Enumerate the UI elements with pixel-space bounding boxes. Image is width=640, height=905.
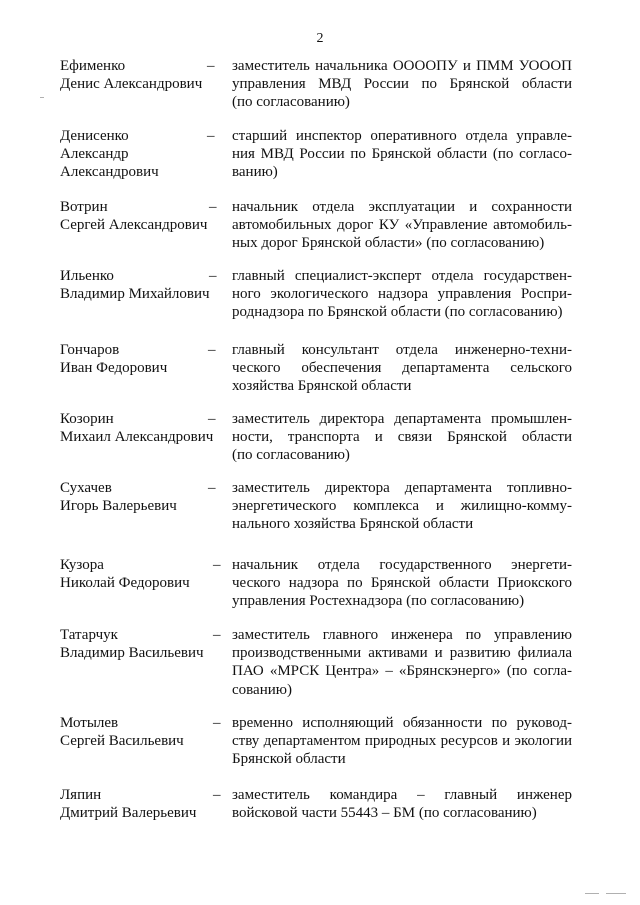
position-line: главный консультант отдела инженерно-техни- xyxy=(232,342,572,358)
position-line: ванию) xyxy=(232,164,278,181)
member-name xyxy=(60,479,220,515)
position-line: производственными активами и развитию филиала xyxy=(232,645,572,662)
member-surname: Ильенко xyxy=(60,268,114,284)
position-line: (по согласованию) xyxy=(232,447,350,464)
page-number: 2 xyxy=(316,31,324,46)
position-line: сованию) xyxy=(232,681,292,698)
member-surname: Денисенко xyxy=(60,128,129,144)
position-line: управления МВД России по Брянской области xyxy=(232,76,572,93)
member-position xyxy=(232,626,572,699)
scan-artifact xyxy=(40,97,44,98)
member-name xyxy=(60,786,220,822)
member-given-name: Владимир Михайлович xyxy=(60,286,210,303)
separator-dash: – xyxy=(213,627,221,643)
position-line: ных дорог Брянской области» (по согласованию) xyxy=(232,235,545,252)
member-surname: Ефименко xyxy=(60,58,126,74)
member-position xyxy=(232,267,572,322)
position-line: хозяйства Брянской области xyxy=(232,378,412,395)
member-position xyxy=(232,341,572,396)
member-given-name: Иван Федорович xyxy=(60,360,168,377)
member-name xyxy=(60,714,220,750)
member-name xyxy=(60,410,220,446)
position-line: старший инспектор оперативного отдела управле- xyxy=(232,128,572,144)
position-line: ного экологического надзора управления Роспри- xyxy=(232,286,572,303)
member-surname: Сухачев xyxy=(60,480,112,496)
separator-dash: – xyxy=(207,128,215,144)
member-surname: Кузора xyxy=(60,557,104,573)
position-line: ческого надзора по Брянской области Приокского xyxy=(232,575,572,592)
member-position xyxy=(232,556,572,611)
member-position xyxy=(232,127,572,182)
member-given-name: Денис Александрович xyxy=(60,76,203,93)
position-line: ству департаментом природных ресурсов и экологии xyxy=(232,733,572,750)
position-line: энергетического комплекса и жилищно-комму- xyxy=(232,498,572,515)
position-line: заместитель директора департамента промышлен- xyxy=(232,411,572,427)
member-given-name: Дмитрий Валерьевич xyxy=(60,805,197,822)
separator-dash: – xyxy=(207,58,215,74)
position-line: заместитель главного инженера по управлению xyxy=(232,627,572,643)
scan-artifact xyxy=(585,893,599,894)
member-name xyxy=(60,341,220,377)
position-line: главный специалист-эксперт отдела государствен- xyxy=(232,268,572,284)
member-position xyxy=(232,479,572,534)
position-line: (по согласованию) xyxy=(232,94,350,111)
member-position xyxy=(232,57,572,112)
separator-dash: – xyxy=(209,268,217,284)
member-name xyxy=(60,198,220,234)
position-line: ПАО «МРСК Центра» – «Брянскэнерго» (по согла- xyxy=(232,663,572,680)
separator-dash: – xyxy=(208,342,216,358)
member-given-name: Александрович xyxy=(60,164,159,181)
separator-dash: – xyxy=(213,787,221,803)
member-surname: Козорин xyxy=(60,411,114,427)
member-name xyxy=(60,127,220,182)
position-line: роднадзора по Брянской области (по согласованию) xyxy=(232,304,563,321)
position-line: ческого обеспечения департамента сельского xyxy=(232,360,572,377)
position-line: войсковой части 55443 – БМ (по согласованию) xyxy=(232,805,537,822)
separator-dash: – xyxy=(209,199,217,215)
member-surname: Вотрин xyxy=(60,199,108,215)
member-given-name: Михаил Александрович xyxy=(60,429,214,446)
member-given-name: Сергей Васильевич xyxy=(60,733,184,750)
separator-dash: – xyxy=(213,715,221,731)
member-position xyxy=(232,410,572,465)
scan-artifact xyxy=(606,893,626,894)
member-position xyxy=(232,198,572,253)
member-given-name: Игорь Валерьевич xyxy=(60,498,177,515)
position-line: ности, транспорта и связи Брянской области xyxy=(232,429,572,446)
member-given-name: Николай Федорович xyxy=(60,575,190,592)
member-surname: Гончаров xyxy=(60,342,120,358)
member-given-name: Сергей Александрович xyxy=(60,217,208,234)
position-line: заместитель начальника ОООOПУ и ПММ УОООП xyxy=(232,58,572,74)
position-line: Брянской области xyxy=(232,751,346,768)
member-position xyxy=(232,786,572,822)
member-surname: Татарчук xyxy=(60,627,118,643)
position-line: автомобильных дорог КУ «Управление автомобиль- xyxy=(232,217,572,234)
member-name xyxy=(60,57,220,93)
member-name xyxy=(60,556,220,592)
separator-dash: – xyxy=(213,557,221,573)
member-name xyxy=(60,626,220,662)
member-surname: Ляпин xyxy=(60,787,102,803)
member-surname: Мотылев xyxy=(60,715,119,731)
position-line: начальник отдела государственного энергети- xyxy=(232,557,572,573)
position-line: временно исполняющий обязанности по руковод- xyxy=(232,715,572,731)
separator-dash: – xyxy=(208,480,216,496)
position-line: ния МВД России по Брянской области (по согласо- xyxy=(232,146,572,163)
position-line: управления Ростехнадзора (по согласованию) xyxy=(232,593,525,610)
position-line: нального хозяйства Брянской области xyxy=(232,516,474,533)
member-given-name: Александр xyxy=(60,146,129,163)
member-position xyxy=(232,714,572,769)
member-given-name: Владимир Васильевич xyxy=(60,645,204,662)
position-line: начальник отдела эксплуатации и сохранности xyxy=(232,199,572,215)
position-line: заместитель директора департамента топливно- xyxy=(232,480,572,496)
member-name xyxy=(60,267,220,303)
separator-dash: – xyxy=(208,411,216,427)
position-line: заместитель командира – главный инженер xyxy=(232,787,572,803)
